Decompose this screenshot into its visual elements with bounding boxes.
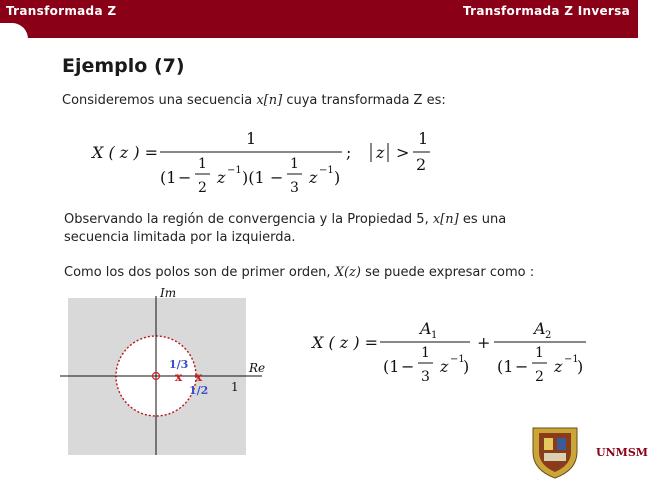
im-axis-label: Im: [160, 286, 177, 300]
svg-text:1: 1: [421, 345, 430, 361]
svg-text:3: 3: [290, 180, 299, 196]
tab-transformada-z-inversa[interactable]: Transformada Z Inversa: [462, 4, 630, 18]
obs-variable: x[n]: [432, 212, 459, 227]
eq1-lhs: X ( z ) =: [92, 143, 159, 162]
svg-text:−1: −1: [227, 165, 242, 176]
svg-text:−1: −1: [450, 354, 465, 365]
svg-text:−: −: [515, 357, 529, 376]
eq2-a2: A: [534, 319, 546, 338]
poles-variable: X(z): [334, 265, 361, 280]
svg-text:−: −: [401, 357, 415, 376]
eq1-roc-var: z: [376, 143, 385, 162]
svg-text:): ): [577, 357, 584, 376]
svg-text:)(1: )(1: [242, 168, 265, 187]
unit-circle-label: 1: [231, 380, 239, 394]
eq1-roc-den: 2: [416, 155, 427, 174]
svg-text:(1: (1: [497, 357, 514, 376]
unmsm-logo-text: UNMSM: [596, 446, 648, 459]
eq2-a1: A: [420, 319, 432, 338]
eq2-a1-sub: 1: [431, 330, 438, 341]
svg-text:z: z: [217, 168, 226, 187]
svg-text:−1: −1: [319, 165, 334, 176]
obs-line1-before: Observando la región de convergencia y la Propiedad 5,: [64, 212, 433, 227]
svg-text:−: −: [178, 168, 192, 187]
unmsm-crest-icon: [533, 428, 577, 478]
poles-before: Como los dos polos son de primer orden,: [64, 265, 335, 280]
svg-text:(1: (1: [160, 168, 177, 187]
intro-text-before: Consideremos una secuencia: [62, 93, 257, 108]
svg-text:2: 2: [535, 369, 544, 385]
eq2-plus: +: [477, 333, 491, 352]
pole-zero-plot: [60, 286, 265, 455]
pole-2-label: 1/2: [189, 384, 209, 397]
svg-text:): ): [334, 168, 341, 187]
obs-line1-after: es una: [458, 212, 507, 227]
svg-text:z: z: [554, 357, 563, 376]
tab-transformada-z[interactable]: Transformada Z: [6, 4, 117, 18]
svg-text:1: 1: [535, 345, 544, 361]
svg-text:): ): [463, 357, 470, 376]
svg-text:(1: (1: [383, 357, 400, 376]
eq1-numerator: 1: [246, 129, 257, 148]
poles-after: se puede expresar como :: [360, 265, 535, 280]
poles-statement: [64, 262, 534, 284]
svg-text:1: 1: [290, 156, 299, 172]
svg-text:z: z: [309, 168, 318, 187]
intro-text-after: cuya transformada Z es:: [282, 93, 446, 108]
equation-2: [310, 319, 586, 385]
svg-text:1: 1: [198, 156, 207, 172]
pole-2-marker: x: [195, 370, 203, 384]
intro-variable: x[n]: [256, 93, 283, 108]
eq2-a2-sub: 2: [545, 330, 552, 341]
eq1-roc-op: >: [396, 143, 410, 162]
re-axis-label: Re: [249, 361, 266, 375]
pole-1-marker: x: [175, 370, 183, 384]
svg-text:3: 3: [421, 369, 430, 385]
eq2-lhs: X ( z ) =: [312, 333, 379, 352]
eq1-semicolon: ;: [346, 143, 352, 162]
eq1-roc-num: 1: [418, 129, 429, 148]
svg-text:−: −: [270, 168, 284, 187]
pole-1-label: 1/3: [169, 358, 189, 371]
slide-title: Ejemplo (7): [62, 55, 185, 77]
svg-text:−1: −1: [564, 354, 579, 365]
observation-line-2: secuencia limitada por la izquierda.: [64, 230, 296, 245]
svg-text:2: 2: [198, 180, 207, 196]
svg-text:z: z: [440, 357, 449, 376]
